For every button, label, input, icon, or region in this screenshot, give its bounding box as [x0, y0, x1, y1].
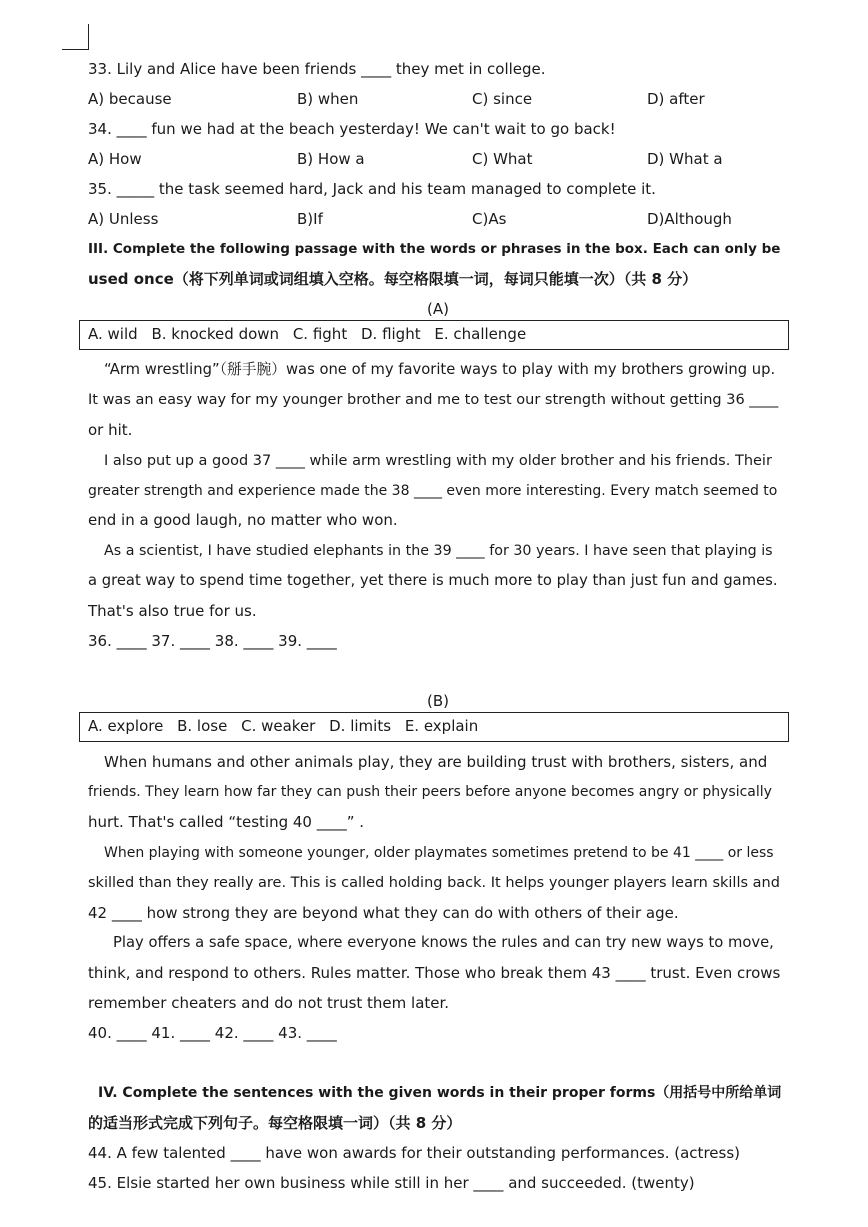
question-35: 35. _____ the task seemed hard, Jack and his team managed to complete it.: [88, 180, 656, 198]
option-a: A) Unless: [88, 210, 159, 228]
option-d: D)Although: [647, 210, 732, 228]
passage-a-line: It was an easy way for my younger brother and me to test our strength without getting 36 ____: [88, 392, 779, 408]
question-45: 45. Elsie started her own business while still in her ____ and succeeded. (twenty): [88, 1174, 695, 1192]
passage-a-label: (A): [427, 300, 449, 318]
word-option: C. fight: [292, 325, 348, 343]
passage-b-line: skilled than they really are. This is called holding back. It helps younger players learn skills and: [88, 875, 780, 891]
question-33-options: [88, 89, 788, 109]
passage-b-word-box: [79, 712, 789, 742]
passage-a-line: greater strength and experience made the 38 ____ even more interesting. Every match seemed to: [88, 483, 778, 499]
option-c: C) since: [472, 90, 533, 108]
word-option: C. weaker: [241, 717, 316, 735]
question-44: 44. A few talented ____ have won awards for their outstanding performances. (actress): [88, 1144, 740, 1162]
passage-b-line: friends. They learn how far they can push their peers before anyone becomes angry or physically: [88, 784, 772, 800]
passage-b-line: remember cheaters and do not trust them later.: [88, 994, 450, 1012]
word-option: D. flight: [360, 325, 421, 343]
word-option: A. wild: [88, 325, 138, 343]
question-34: 34. ____ fun we had at the beach yesterday! We can't wait to go back!: [88, 120, 616, 138]
passage-a-line: or hit.: [88, 421, 133, 439]
passage-b-line: Play offers a safe space, where everyone knows the rules and can try new ways to move,: [113, 934, 774, 951]
section-3-heading: III. Complete the following passage with the words or phrases in the box. Each can only be: [88, 241, 781, 257]
passage-a-line: I also put up a good 37 ____ while arm wrestling with my older brother and his friends. Their: [104, 453, 772, 469]
section-4-heading: IV. Complete the sentences with the given words in their proper forms（用括号中所给单词: [98, 1085, 782, 1101]
question-33: 33. Lily and Alice have been friends ____ they met in college.: [88, 60, 546, 78]
passage-b-label: (B): [427, 692, 449, 710]
passage-b-line: think, and respond to others. Rules matter. Those who break them 43 ____ trust. Even crows: [88, 964, 781, 982]
passage-a-line: As a scientist, I have studied elephants in the 39 ____ for 30 years. I have seen that playing is: [104, 543, 773, 559]
option-b: B) when: [297, 90, 359, 108]
word-option: A. explore: [88, 717, 164, 735]
passage-b-line: 42 ____ how strong they are beyond what they can do with others of their age.: [88, 904, 679, 922]
word-option: D. limits: [329, 717, 392, 735]
passage-a-line: end in a good laugh, no matter who won.: [88, 511, 398, 529]
option-d: D) What a: [647, 150, 723, 168]
section-4-heading-cont: 的适当形式完成下列句子。每空格限填一词）（共 8 分）: [88, 1114, 462, 1132]
question-34-options: [88, 149, 788, 169]
word-option: B. lose: [177, 717, 228, 735]
passage-b-answers: 40. ____ 41. ____ 42. ____ 43. ____: [88, 1024, 337, 1042]
corner-crop-mark: [62, 24, 89, 50]
option-a: A) How: [88, 150, 142, 168]
option-a: A) because: [88, 90, 172, 108]
passage-a-line: a great way to spend time together, yet there is much more to play than just fun and games.: [88, 572, 778, 589]
word-option: E. explain: [404, 717, 479, 735]
passage-a-answers: 36. ____ 37. ____ 38. ____ 39. ____: [88, 632, 337, 650]
passage-b-line: When playing with someone younger, older playmates sometimes pretend to be 41 ____ or less: [104, 845, 774, 861]
option-c: C) What: [472, 150, 533, 168]
section-3-heading-cont: used once（将下列单词或词组填入空格。每空格限填一词，每词只能填一次）（共 8 分）: [88, 270, 698, 288]
passage-a-line: “Arm wrestling”（掰手腕）was one of my favorite ways to play with my brothers growing up.: [104, 361, 776, 378]
option-b: B)If: [297, 210, 323, 228]
option-b: B) How a: [297, 150, 365, 168]
question-35-options: [88, 209, 788, 229]
passage-a-word-box: [79, 320, 789, 350]
passage-b-line: When humans and other animals play, they are building trust with brothers, sisters, and: [104, 753, 768, 771]
word-option: E. challenge: [434, 325, 527, 343]
passage-a-line: That's also true for us.: [88, 602, 257, 620]
option-c: C)As: [472, 210, 507, 228]
passage-b-line: hurt. That's called “testing 40 ____” .: [88, 813, 365, 831]
option-d: D) after: [647, 90, 705, 108]
word-option: B. knocked down: [151, 325, 280, 343]
